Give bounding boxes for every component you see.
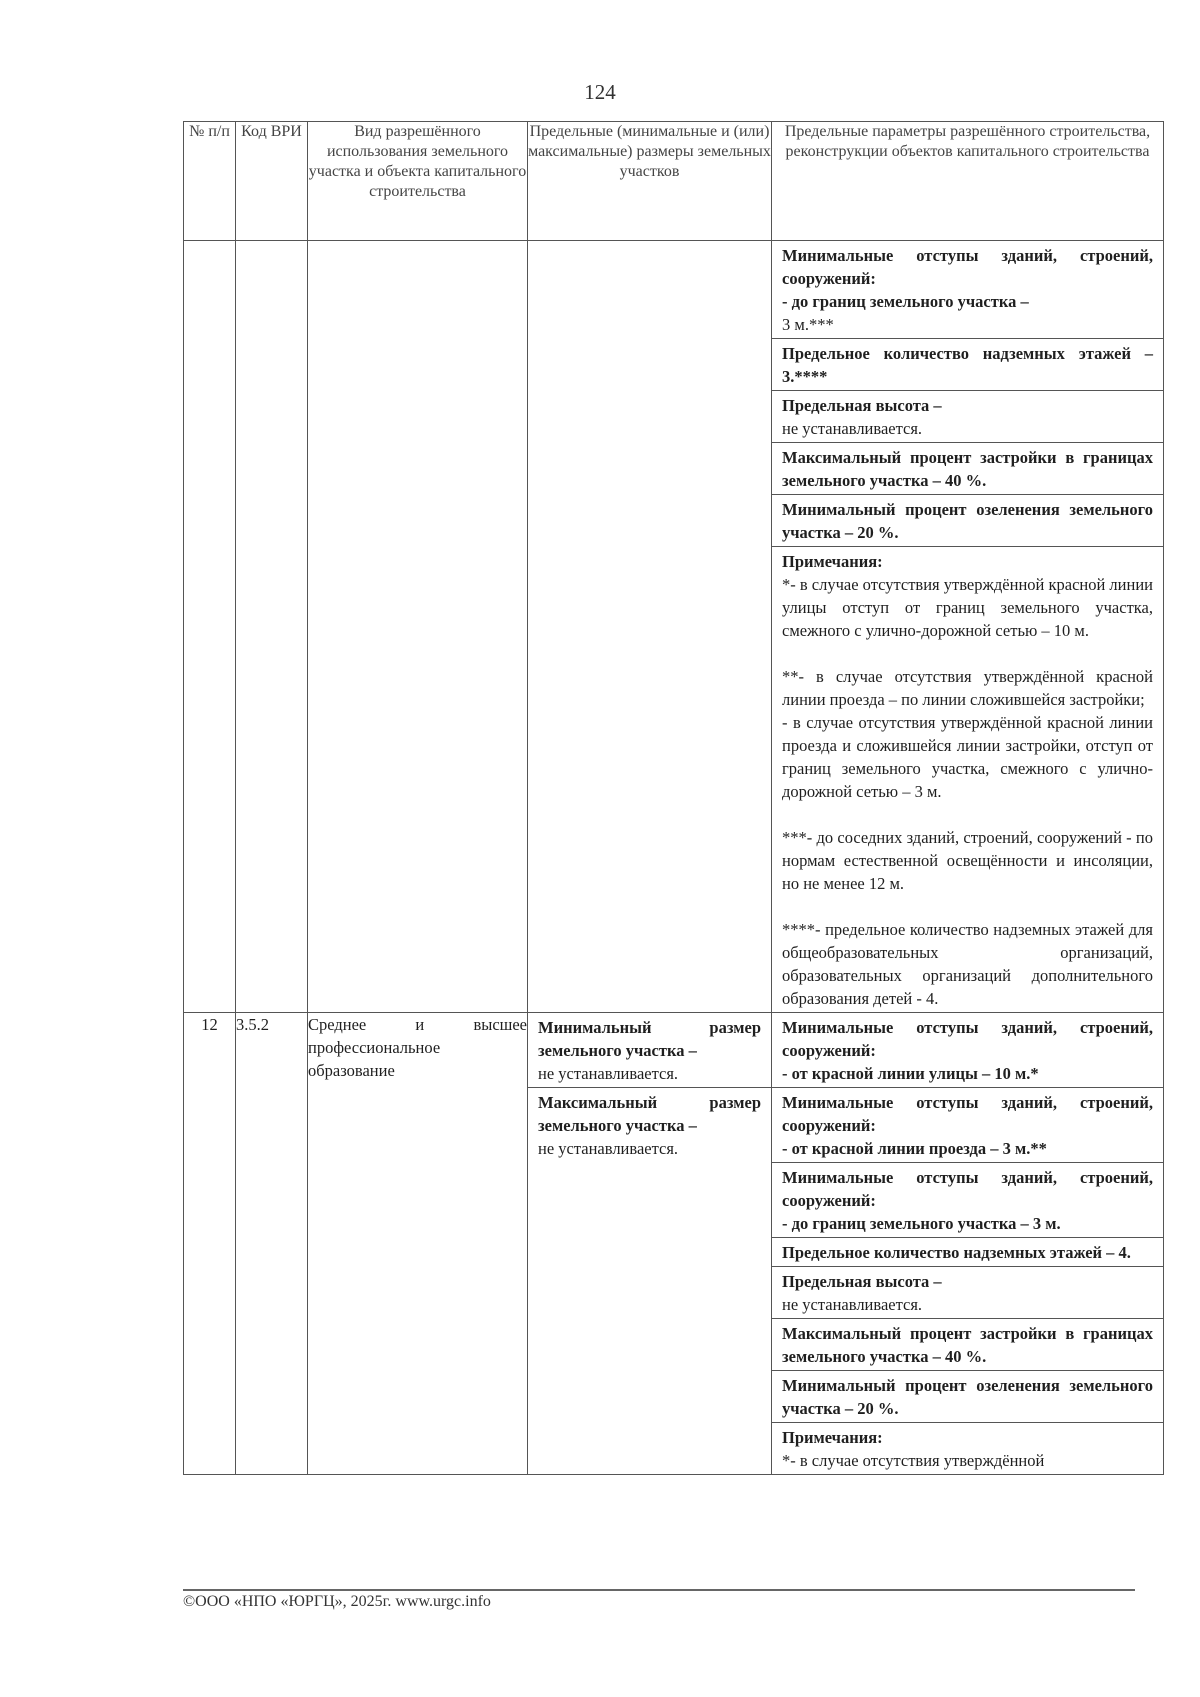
param-setbacks-passage: Минимальные отступы зданий, строений, сооружений: - от красной линии проезда – 3 м.** — [772, 1088, 1163, 1163]
size-max: Максимальный размер земельного участка – не устанавливается. — [538, 1093, 761, 1158]
footer-divider — [183, 1589, 1135, 1591]
param-setbacks-boundary: Минимальные отступы зданий, строений, сооружений: - до границ земельного участка – 3 м.*** — [772, 241, 1163, 339]
size-cell — [528, 1013, 772, 1475]
note-4: ****- предельное количество надземных этажей для общеобразовательных организаций, образовательных организаций дополнительного образования детей - 4. — [782, 920, 1153, 1008]
param-min-greening: Минимальный процент озеленения земельного участка – 20 %. — [772, 495, 1163, 547]
header-code: Код ВРИ — [236, 122, 308, 241]
notes-block — [772, 1423, 1163, 1474]
footer-copyright: ©ООО «НПО «ЮРГЦ», 2025г. www.urgc.info — [183, 1593, 491, 1610]
notes-title: Примечания: — [782, 552, 883, 571]
param-floors: Предельное количество надземных этажей – 3.**** — [772, 339, 1163, 391]
note-2b: - в случае отсутствия утверждённой красной линии проезда и сложившейся линии застройки, отступ от границ земельного участка, смежного с улично-дорожной сетью – 3 м. — [782, 713, 1153, 801]
row-number: 12 — [184, 1013, 236, 1475]
note-1: *- в случае отсутствия утверждённой — [782, 1451, 1045, 1470]
notes-block — [772, 547, 1163, 1012]
param-min-greening: Минимальный процент озеленения земельного участка – 20 %. — [772, 1371, 1163, 1423]
row-kind: Среднее и высшее профессиональное образование — [308, 1013, 528, 1475]
param-max-coverage: Максимальный процент застройки в границах земельного участка – 40 %. — [772, 1319, 1163, 1371]
param-setbacks-street: Минимальные отступы зданий, строений, сооружений: - от красной линии улицы – 10 м.* — [772, 1013, 1163, 1088]
size-min: Минимальный размер земельного участка – не устанавливается. — [528, 1013, 771, 1088]
header-params: Предельные параметры разрешённого строительства, реконструкции объектов капитального строительства — [772, 122, 1164, 241]
param-height: Предельная высота – не устанавливается. — [772, 391, 1163, 443]
note-2: **- в случае отсутствия утверждённой красной линии проезда – по линии сложившейся застройки; — [782, 667, 1153, 709]
row-code: 3.5.2 — [236, 1013, 308, 1475]
header-kind: Вид разрешённого использования земельного участка и объекта капитального строительства — [308, 122, 528, 241]
table-header-row — [184, 122, 1164, 241]
params-cell-12 — [772, 1013, 1164, 1475]
header-num: № п/п — [184, 122, 236, 241]
param-max-coverage: Максимальный процент застройки в границах земельного участка – 40 %. — [772, 443, 1163, 495]
note-1: *- в случае отсутствия утверждённой красной линии улицы отступ от границ земельного участка, смежного с улично-дорожной сетью – 10 м. — [782, 575, 1153, 640]
zoning-table — [183, 121, 1164, 1475]
header-size: Предельные (минимальные и (или) максимальные) размеры земельных участков — [528, 122, 772, 241]
param-height: Предельная высота – не устанавливается. — [772, 1267, 1163, 1319]
note-3: ***- до соседних зданий, строений, сооружений - по нормам естественной освещённости и инсоляции, но не менее 12 м. — [782, 828, 1153, 893]
page-number: 124 — [584, 80, 616, 104]
param-floors: Предельное количество надземных этажей – 4. — [772, 1238, 1163, 1267]
param-setbacks-boundary: Минимальные отступы зданий, строений, сооружений: - до границ земельного участка – 3 м. — [772, 1163, 1163, 1238]
table-row-continued — [184, 241, 1164, 1013]
params-cell-prev — [772, 241, 1164, 1013]
table-row-12 — [184, 1013, 1164, 1475]
notes-title: Примечания: — [782, 1428, 883, 1447]
